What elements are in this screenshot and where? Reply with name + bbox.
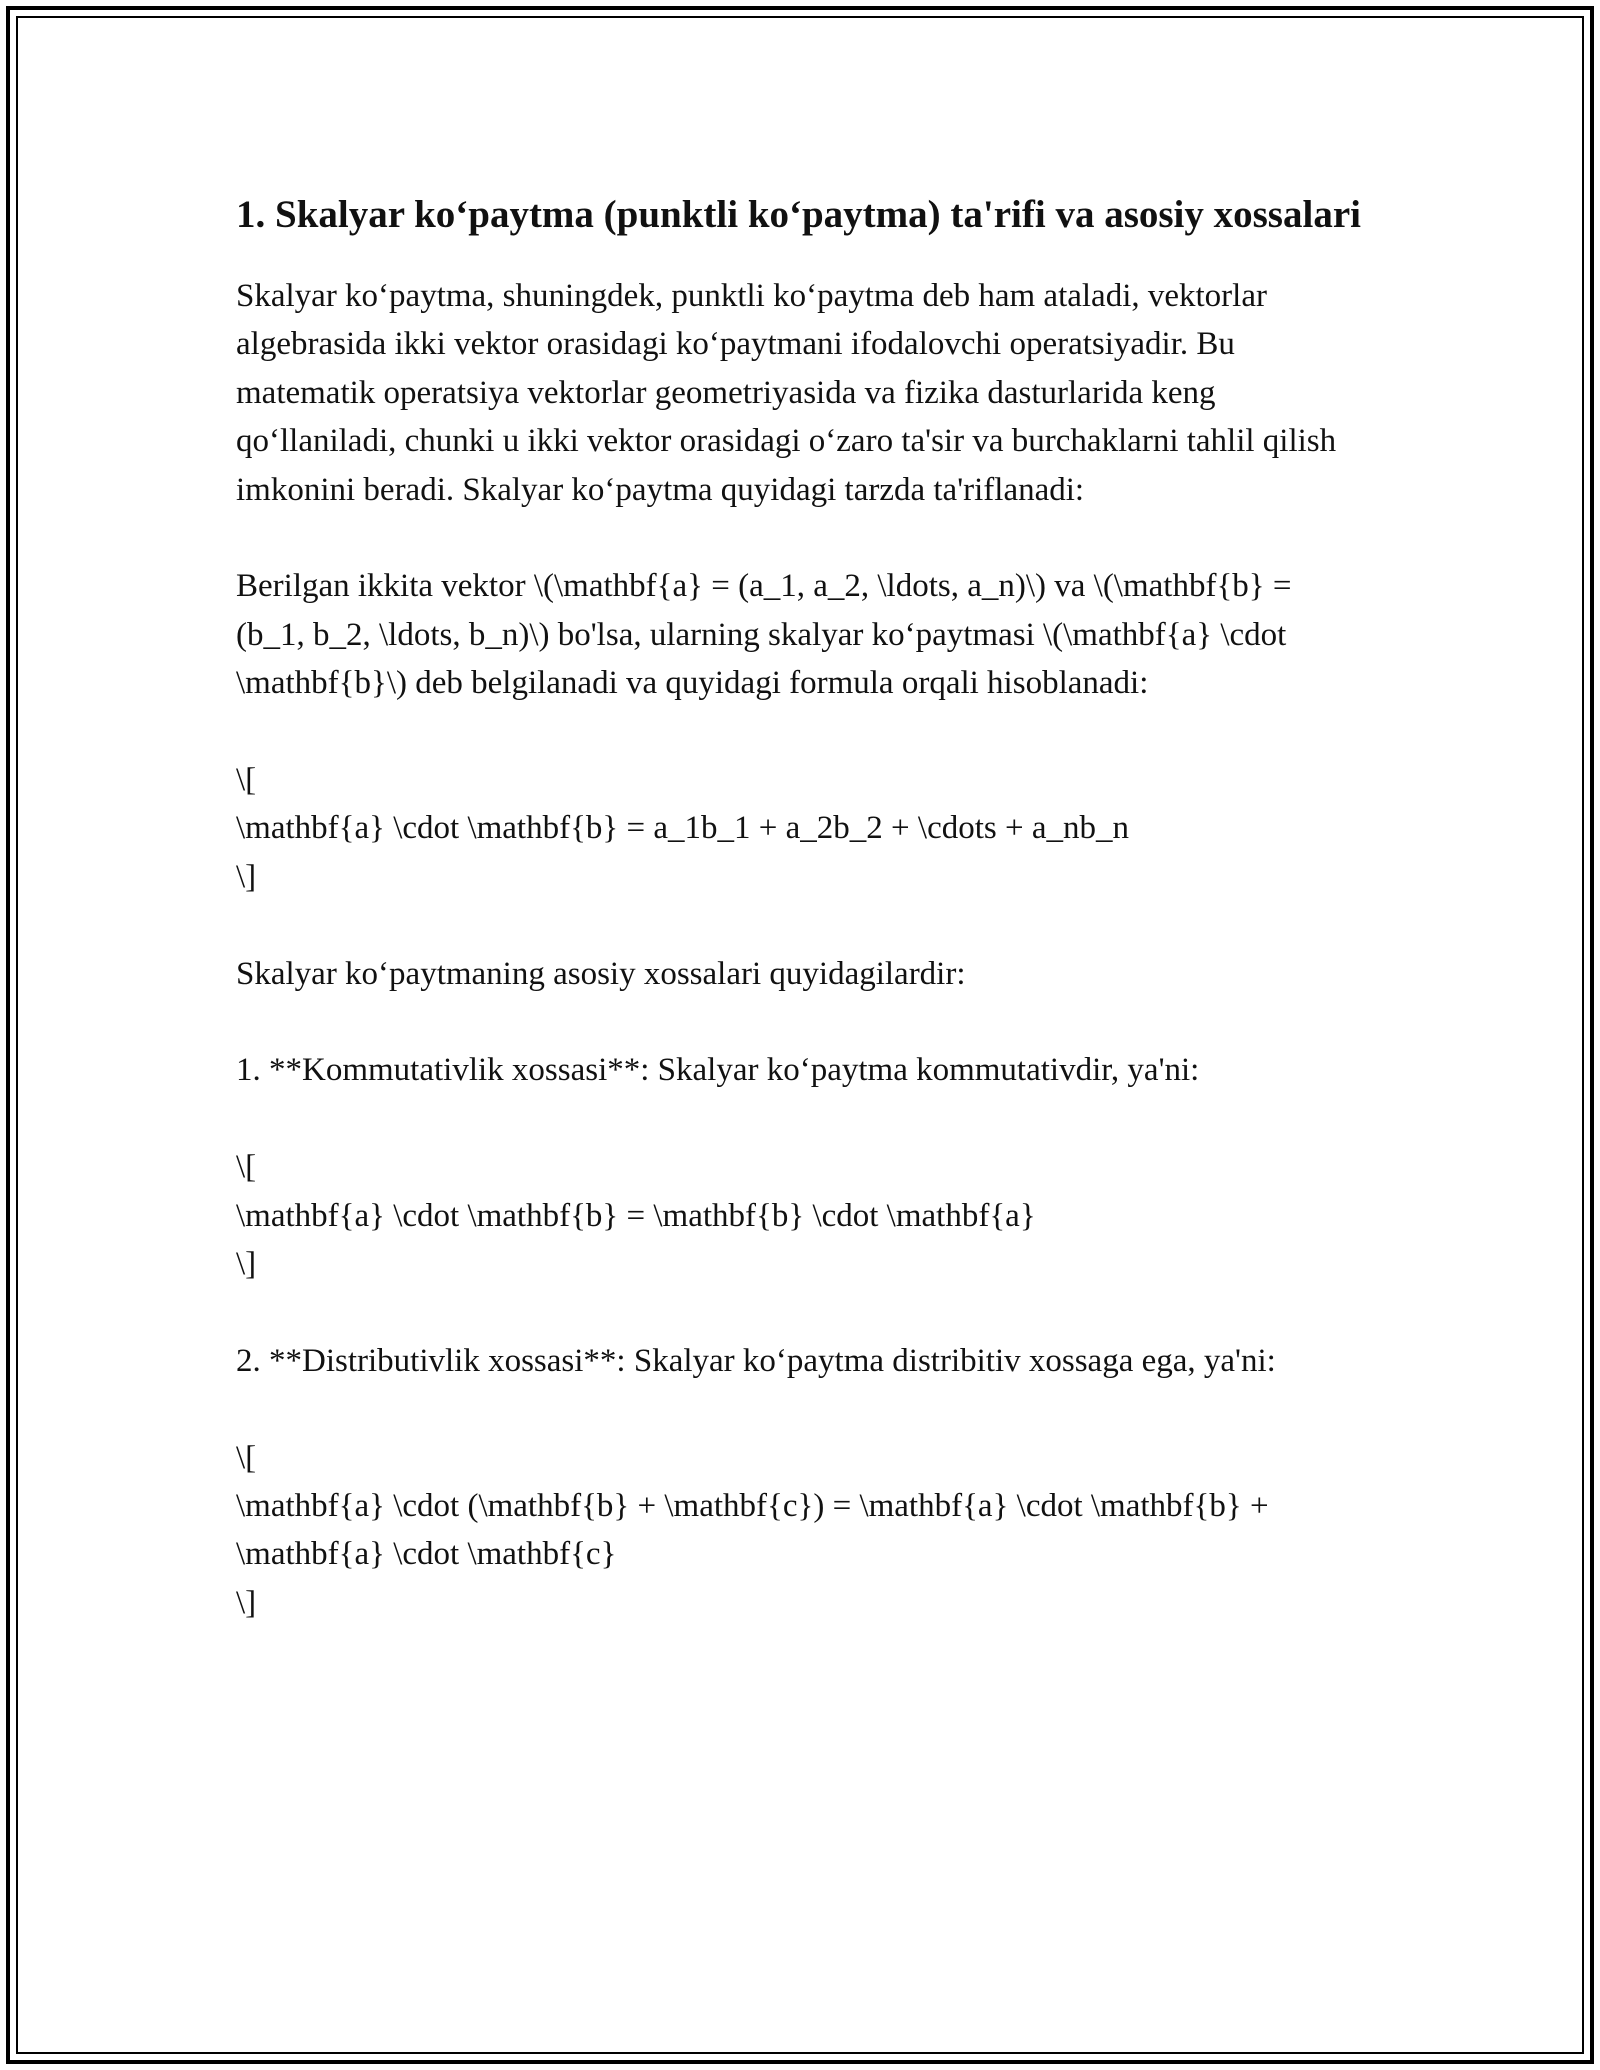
formula-close: \] [236,1246,257,1283]
intro-paragraph: Skalyar ko‘paytma, shuningdek, punktli ko‘paytma deb ham ataladi, vektorlar algebrasida ikki vektor orasidagi ko‘paytmani ifodalovchi operatsiyadir. Bu matematik operatsiya vektorlar geometriyasida va fizika dasturlarida keng qo‘llaniladi, chunki u ikki vektor orasidagi o‘zaro ta'sir va burchaklarni tahlil qilish imkonini beradi. Skalyar ko‘paytma quyidagi tarzda ta'riflanadi: [236,278,1345,508]
spacer [236,1385,1366,1433]
formula-close: \] [236,1584,257,1621]
formula-body: \mathbf{a} \cdot \mathbf{b} = \mathbf{b} \cdot \mathbf{a} [236,1197,1036,1234]
section-heading: 1. Skalyar ko‘paytma (punktli ko‘paytma) ta'rifi va asosiy xossalari [236,193,1361,236]
formula-close: \] [236,858,257,895]
spacer [236,901,1366,949]
properties-intro: Skalyar ko‘paytmaning asosiy xossalari quyidagilardir: [236,955,966,992]
property-1-text: 1. **Kommutativlik xossasi**: Skalyar ko‘paytma kommutativdir, ya'ni: [236,1052,1200,1089]
document-body [236,188,1366,1627]
spacer [236,998,1366,1046]
definition-paragraph: Berilgan ikkita vektor \(\mathbf{a} = (a_1, a_2, \ldots, a_n)\) va \(\mathbf{b} = (b_1, b_2, \ldots, b_n)\) bo'lsa, ularning skalyar ko‘paytmasi \(\mathbf{a} \cdot \mathbf{b}\) deb belgilanadi va quyidagi formula orqali hisoblanadi: [236,568,1300,702]
property-2-text: 2. **Distributivlik xossasi**: Skalyar ko‘paytma distribitiv xossaga ega, ya'ni: [236,1342,1276,1379]
formula-body: \mathbf{a} \cdot \mathbf{b} = a_1b_1 + a_2b_2 + \cdots + a_nb_n [236,810,1129,847]
spacer [236,514,1366,562]
formula-block-main [236,756,1366,901]
formula-block-1 [236,1143,1366,1288]
spacer [236,1288,1366,1336]
spacer [236,708,1366,756]
formula-block-2 [236,1434,1366,1628]
formula-open: \[ [236,1149,257,1186]
formula-body: \mathbf{a} \cdot (\mathbf{b} + \mathbf{c}) = \mathbf{a} \cdot \mathbf{b} + \mathbf{a} \cdot \mathbf{c} [236,1488,1277,1573]
formula-open: \[ [236,1439,257,1476]
formula-open: \[ [236,762,257,799]
spacer [236,1095,1366,1143]
